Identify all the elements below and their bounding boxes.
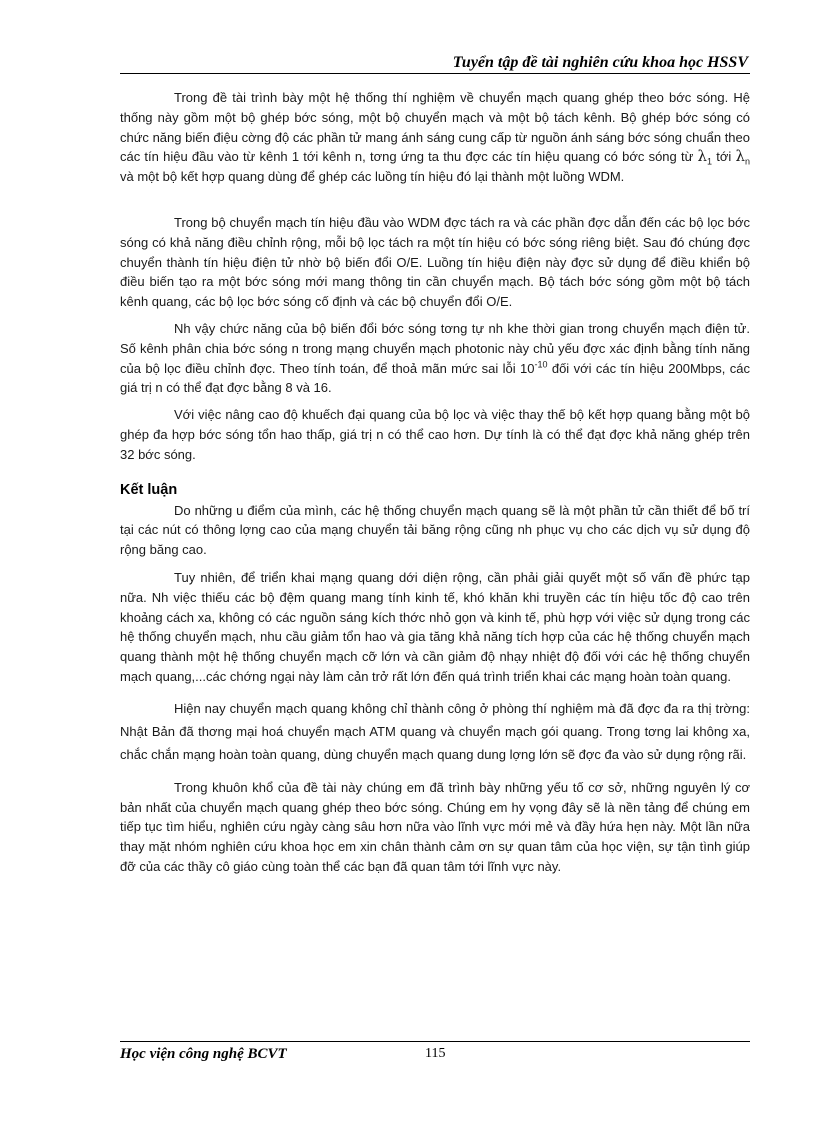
running-header: Tuyển tập đề tài nghiên cứu khoa học HSSV <box>452 54 748 71</box>
paragraph-conclusion-3: Hiện nay chuyển mạch quang không chỉ thành công ở phòng thí nghiệm mà đã đợc đa ra thị trờng: Nhật Bản đã thơng mại hoá chuyển mạch ATM quang và chuyển mạch gói quang. Trong tơng lai không xa, chắc chắn mạng hoàn toàn quang, dùng chuyển mạch quang dung lợng lớn sẽ đợc đa vào sử dụng rộng rãi. <box>120 700 750 762</box>
paragraph-intro <box>120 88 750 187</box>
paragraph-conclusion-2: Tuy nhiên, để triển khai mạng quang dới diện rộng, cần phải giải quyết một số vấn đề phức tạp nữa. Nh việc thiếu các bộ đệm quang mang tính kinh tế, khó khăn khi truyền các tín hiệu tốc độ cao trên khoảng cách xa, không có các nguồn sáng kích thớc nhỏ gọn và kinh tế, phù hợp với việc sử dụng trong các hệ thống chuyển mạch, nhu cầu giảm tổn hao và gia tăng khả năng tích hợp của các hệ thống chuyển mạch quang thành một hệ thống chuyển mạch cỡ lớn và cần giảm độ nhạy nhiệt độ đối với các hệ thống chuyển mạch quang,...các chớng ngại này làm cản trở rất lớn đến quá trình triển khai các mạng hoàn toàn quang. <box>120 569 750 684</box>
spacer <box>120 560 750 568</box>
paragraph-conclusion-4: Trong khuôn khổ của đề tài này chúng em đã trình bày những yếu tố cơ sở, những nguyên lý cơ bản nhất của chuyển mạch quang ghép theo bớc sóng. Chúng em hy vọng đây sẽ là nền tảng để chúng em tiếp tục tìm hiểu, nghiên cứu ngày càng sâu hơn nữa vào lĩnh vực mới mẻ và đầy hứa hẹn này. Một lần nữa thay mặt nhóm nghiên cứu khoa học em xin chân thành cảm ơn sự quan tâm của học viện, sự tận tình giúp đỡ của các thầy cô giáo cùng toàn thể các bạn đã quan tâm tới lĩnh vực này. <box>120 779 750 874</box>
spacer <box>120 312 750 319</box>
header-rule <box>120 73 750 74</box>
text-run: tới <box>712 149 736 165</box>
paragraph-gain: Với việc nâng cao độ khuếch đại quang của bộ lọc và việc thay thế bộ kết hợp quang bằng một bộ ghép đa hợp bớc sóng tổn hao thấp, giá trị n có thể cao hơn. Dự tính là có thể đạt đợc khả năng ghép trên 32 bớc sóng. <box>120 407 750 462</box>
spacer <box>120 687 750 697</box>
page-number: 115 <box>425 1046 446 1061</box>
spacer <box>120 766 750 778</box>
text-run: Trong đề tài trình bày một hệ thống thí nghiệm về chuyển mạch quang ghép theo bớc sóng. Hệ thống này gồm một bộ ghép bớc sóng, một bộ chuyển mạch và một bộ tách kênh. Bộ ghép bớc sóng có chức năng biến điệu cờng độ các phần tử mang ánh sáng cung cấp từ nguồn ánh sáng bớc sóng chuẩn theo các tín hiệu đầu vào từ kênh 1 tới kênh n, tơng ứng ta thu đợc các tín hiệu quang có bớc sóng từ <box>120 90 750 165</box>
footer-rule <box>120 1041 750 1042</box>
spacer <box>120 187 750 213</box>
subscript: n <box>745 156 751 167</box>
spacer <box>120 465 750 479</box>
paragraph-conclusion-1: Do những u điểm của mình, các hệ thống chuyển mạch quang sẽ là một phần tử cần thiết để bố trí tại các nút có thông lợng cao của mạng chuyển tải băng rộng cũng nh phục vụ cho các dịch vụ sử dụng độ rộng băng cao. <box>120 502 750 558</box>
footer-institution: Học viện công nghệ BCVT <box>120 1046 287 1062</box>
page-body <box>120 88 750 877</box>
text-run: đối với các tín hiệu 200Mbps, các giá trị n có thể đạt đợc bằng 8 và 16. <box>120 360 750 396</box>
text-run: Nh vậy chức năng của bộ biến đổi bớc sóng tơng tự nh khe thời gian trong chuyển mạch điện tử. Số kênh phân chia bớc sóng n trong mạng chuyển mạch photonic này chủ yếu đợc xác định bằng tính năng của bộ lọc điều chỉnh đợc. Theo tính toán, để thoả mãn mức sai lỗi 10 <box>120 320 750 376</box>
lambda-symbol: λ <box>735 147 745 166</box>
paragraph-converter <box>120 319 750 398</box>
section-heading: Kết luận <box>120 481 178 498</box>
paragraph-switch: Trong bộ chuyển mạch tín hiệu đầu vào WDM đợc tách ra và các phần đợc dẫn đến các bộ lọc bớc sóng có khả năng điều chỉnh rộng, mỗi bộ lọc tách ra một tín hiệu có bớc sóng riêng biệt. Sau đó chúng đợc chuyển thành tín hiệu điện tử nhờ bộ biến đổi O/E. Luồng tín hiệu điện này đợc sử dụng để điều khiển bộ điều biến tạo ra một bớc sóng mới mang thông tin cần chuyển mạch. Bộ tách bớc sóng gồm một bộ tách kênh quang, các bộ lọc bớc sóng cố định và các bộ chuyển đổi O/E. <box>120 214 750 310</box>
superscript: -10 <box>534 359 548 370</box>
lambda-symbol: λ <box>697 147 708 166</box>
text-run: và một bộ kết hợp quang dùng để ghép các luồng tín hiệu đó lại thành một luồng WDM. <box>120 169 625 185</box>
subscript: 1 <box>707 156 713 167</box>
spacer <box>120 398 750 405</box>
